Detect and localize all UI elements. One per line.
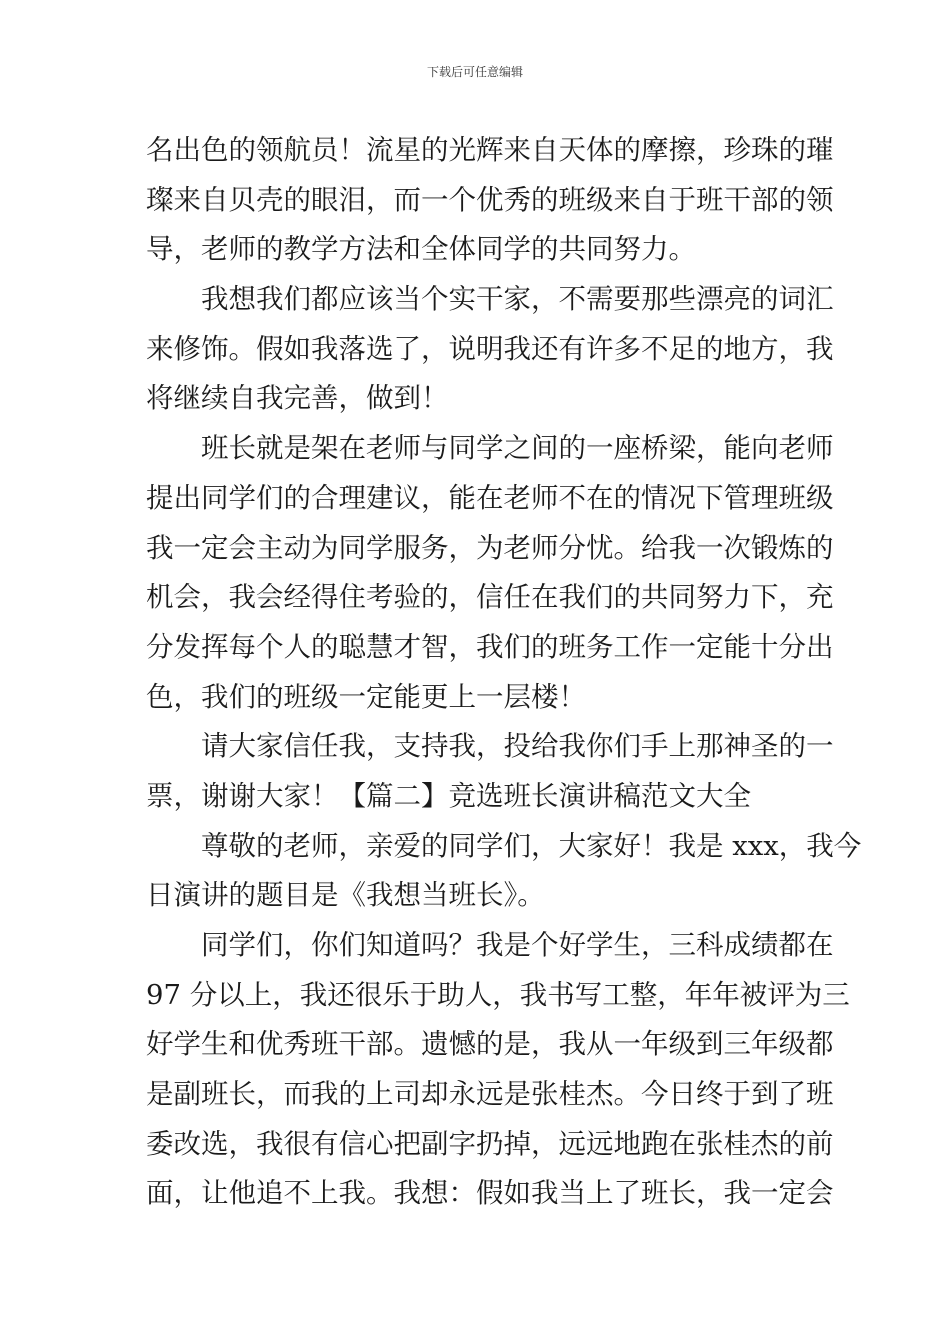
text-line: 同学们，你们知道吗？我是个好学生，三科成绩都在: [201, 929, 834, 961]
text-line: 色，我们的班级一定能更上一层楼！: [146, 680, 586, 713]
text-line: 日演讲的题目是《我想当班长》。: [146, 879, 545, 912]
text-line: 班长就是架在老师与同学之间的一座桥梁，能向老师: [201, 432, 834, 465]
text-line: 名出色的领航员！流星的光辉来自天体的摩擦，珍珠的璀: [146, 134, 834, 166]
text-line: 我一定会主动为同学服务，为老师分忧。给我一次锻炼的: [146, 531, 834, 564]
page-header: 下载后可任意编辑: [426, 65, 523, 79]
text-line: 请大家信任我，支持我，投给我你们手上那神圣的一: [201, 730, 834, 763]
text-line: 将继续自我完善，做到！: [146, 382, 449, 415]
document-body: [146, 126, 862, 1219]
text-line: 机会，我会经得住考验的，信任在我们的共同努力下，充: [146, 581, 834, 614]
text-line: 好学生和优秀班干部。遗憾的是，我从一年级到三年级都: [146, 1028, 834, 1061]
text-line: 来修饰。假如我落选了，说明我还有许多不足的地方，我: [146, 332, 834, 365]
text-line: 导，老师的教学方法和全体同学的共同努力。: [146, 233, 696, 266]
text-line: 提出同学们的合理建议，能在老师不在的情况下管理班级: [146, 481, 834, 514]
text-line: 委改选，我很有信心把副字扔掉，远远地跑在张桂杰的前: [146, 1127, 834, 1160]
text-line: 我想我们都应该当个实干家，不需要那些漂亮的词汇: [201, 283, 834, 316]
text-line: 分发挥每个人的聪慧才智，我们的班务工作一定能十分出: [146, 630, 834, 663]
text-line: 是副班长，而我的上司却永远是张桂杰。今日终于到了班: [146, 1078, 834, 1111]
text-line: 票，谢谢大家！【篇二】竞选班长演讲稿范文大全: [146, 779, 751, 812]
text-line: 璨来自贝壳的眼泪，而一个优秀的班级来自于班干部的领: [146, 183, 834, 216]
text-line: 97 分以上，我还很乐于助人，我书写工整，年年被评为三: [146, 978, 850, 1011]
text-line: 面，让他追不上我。我想：假如我当上了班长，我一定会: [146, 1177, 834, 1210]
text-line: 尊敬的老师，亲爱的同学们，大家好！我是 xxx，我今: [201, 829, 862, 862]
